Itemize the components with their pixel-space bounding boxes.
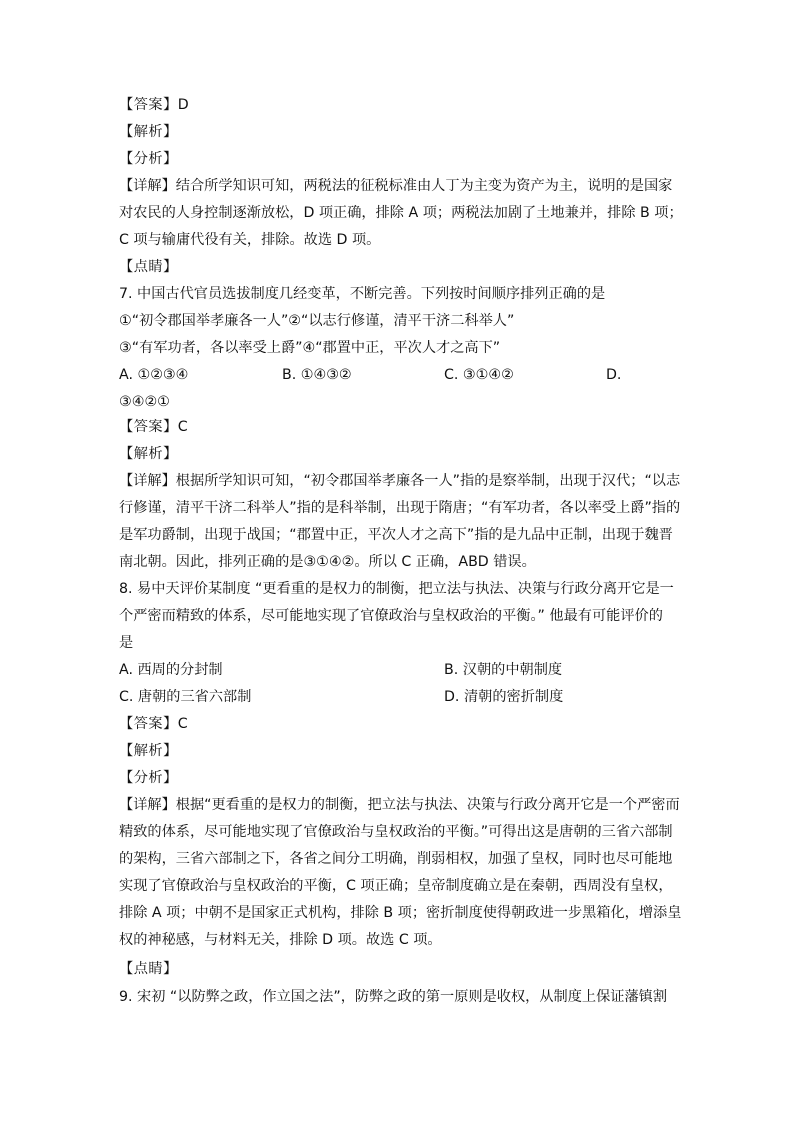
- q7-option-b: B. ①④③②: [282, 367, 352, 383]
- q8-option-a: A. 西周的分封制: [119, 662, 223, 678]
- q7-items-line: ③“有军功者，各以率受上爵”④“郡置中正，平次人才之高下”: [119, 340, 501, 356]
- q6-detail-line: C 项与输庸代役有关，排除。故选 D 项。: [119, 232, 381, 248]
- q6-analysis-heading: 【解析】: [119, 124, 178, 140]
- q6-dianjing-heading: 【点睛】: [119, 259, 178, 275]
- q8-analysis-heading: 【解析】: [119, 743, 178, 759]
- q6-answer: 【答案】D: [119, 97, 190, 113]
- q8-detail-line: 的架构，三省六部制之下，各省之间分工明确，削弱相权，加强了皇权，同时也尽可能地: [119, 851, 673, 867]
- q8-detail-line: 权的神秘感，与材料无关，排除 D 项。故选 C 项。: [119, 932, 442, 948]
- q8-detail-line: 排除 A 项；中朝不是国家正式机构，排除 B 项；密折制度使得朝政进一步黑箱化，增添皇: [119, 905, 682, 921]
- q7-option-a: A. ①②③④: [119, 367, 189, 383]
- q8-option-c: C. 唐朝的三省六部制: [119, 689, 252, 705]
- q8-dianjing-heading: 【点睛】: [119, 961, 178, 977]
- q7-detail-line: 行修谨，清平干济二科举人”指的是科举制，出现于隋唐；“有军功者，各以率受上爵”指的: [119, 500, 681, 516]
- q7-detail-line: 是军功爵制，出现于战国；“郡置中正，平次人才之高下”指的是九品中正制，出现于魏晋: [119, 527, 673, 543]
- q6-detail-line: 【详解】结合所学知识可知，两税法的征税标准由人丁为主变为资产为主，说明的是国家: [119, 178, 673, 194]
- q8-detail-line: 精致的体系，尽可能地实现了官僚政治与皇权政治的平衡。”可得出这是唐朝的三省六部制: [119, 824, 673, 840]
- q6-detail-line: 对农民的人身控制逐渐放松，D 项正确，排除 A 项；两税法加剧了土地兼并，排除 B 项；: [119, 205, 683, 221]
- q7-option-d: D.: [606, 367, 622, 383]
- q8-fenxi-heading: 【分析】: [119, 770, 178, 786]
- q6-fenxi-heading: 【分析】: [119, 151, 178, 167]
- q8-option-d: D. 清朝的密折制度: [444, 689, 564, 705]
- q7-option-c: C. ③①④②: [444, 367, 514, 383]
- q7-detail-line: 【详解】根据所学知识可知，“初令郡国举孝廉各一人”指的是察举制，出现于汉代；“以志: [119, 473, 681, 489]
- q7-answer: 【答案】C: [119, 419, 189, 435]
- q7-detail-line: 南北朝。因此，排列正确的是③①④②。所以 C 正确，ABD 错误。: [119, 554, 536, 570]
- q8-stem-line: 个严密而精致的体系，尽可能地实现了官僚政治与皇权政治的平衡。” 他最有可能评价的: [119, 608, 663, 624]
- q8-stem-line: 8. 易中天评价某制度 “更看重的是权力的制衡，把立法与执法、决策与行政分离开它是一: [119, 581, 674, 597]
- q7-option-d-continued: ③④②①: [119, 394, 170, 410]
- q7-items-line: ①“初令郡国举孝廉各一人”②“以志行修谨，清平干济二科举人”: [119, 313, 515, 329]
- q9-stem: 9. 宋初 “以防弊之政，作立国之法”，防弊之政的第一原则是收权，从制度上保证藩镇割: [119, 989, 668, 1005]
- q8-option-b: B. 汉朝的中朝制度: [444, 662, 563, 678]
- q7-analysis-heading: 【解析】: [119, 446, 178, 462]
- q7-stem: 7. 中国古代官员选拔制度几经变革，不断完善。下列按时间顺序排列正确的是: [119, 286, 606, 302]
- q8-stem-line: 是: [119, 635, 134, 651]
- q8-detail-line: 【详解】根据“更看重的是权力的制衡，把立法与执法、决策与行政分离开它是一个严密而: [119, 797, 680, 813]
- q8-answer: 【答案】C: [119, 716, 189, 732]
- q8-detail-line: 实现了官僚政治与皇权政治的平衡，C 项正确；皇帝制度确立是在秦朝，西周没有皇权，: [119, 878, 673, 894]
